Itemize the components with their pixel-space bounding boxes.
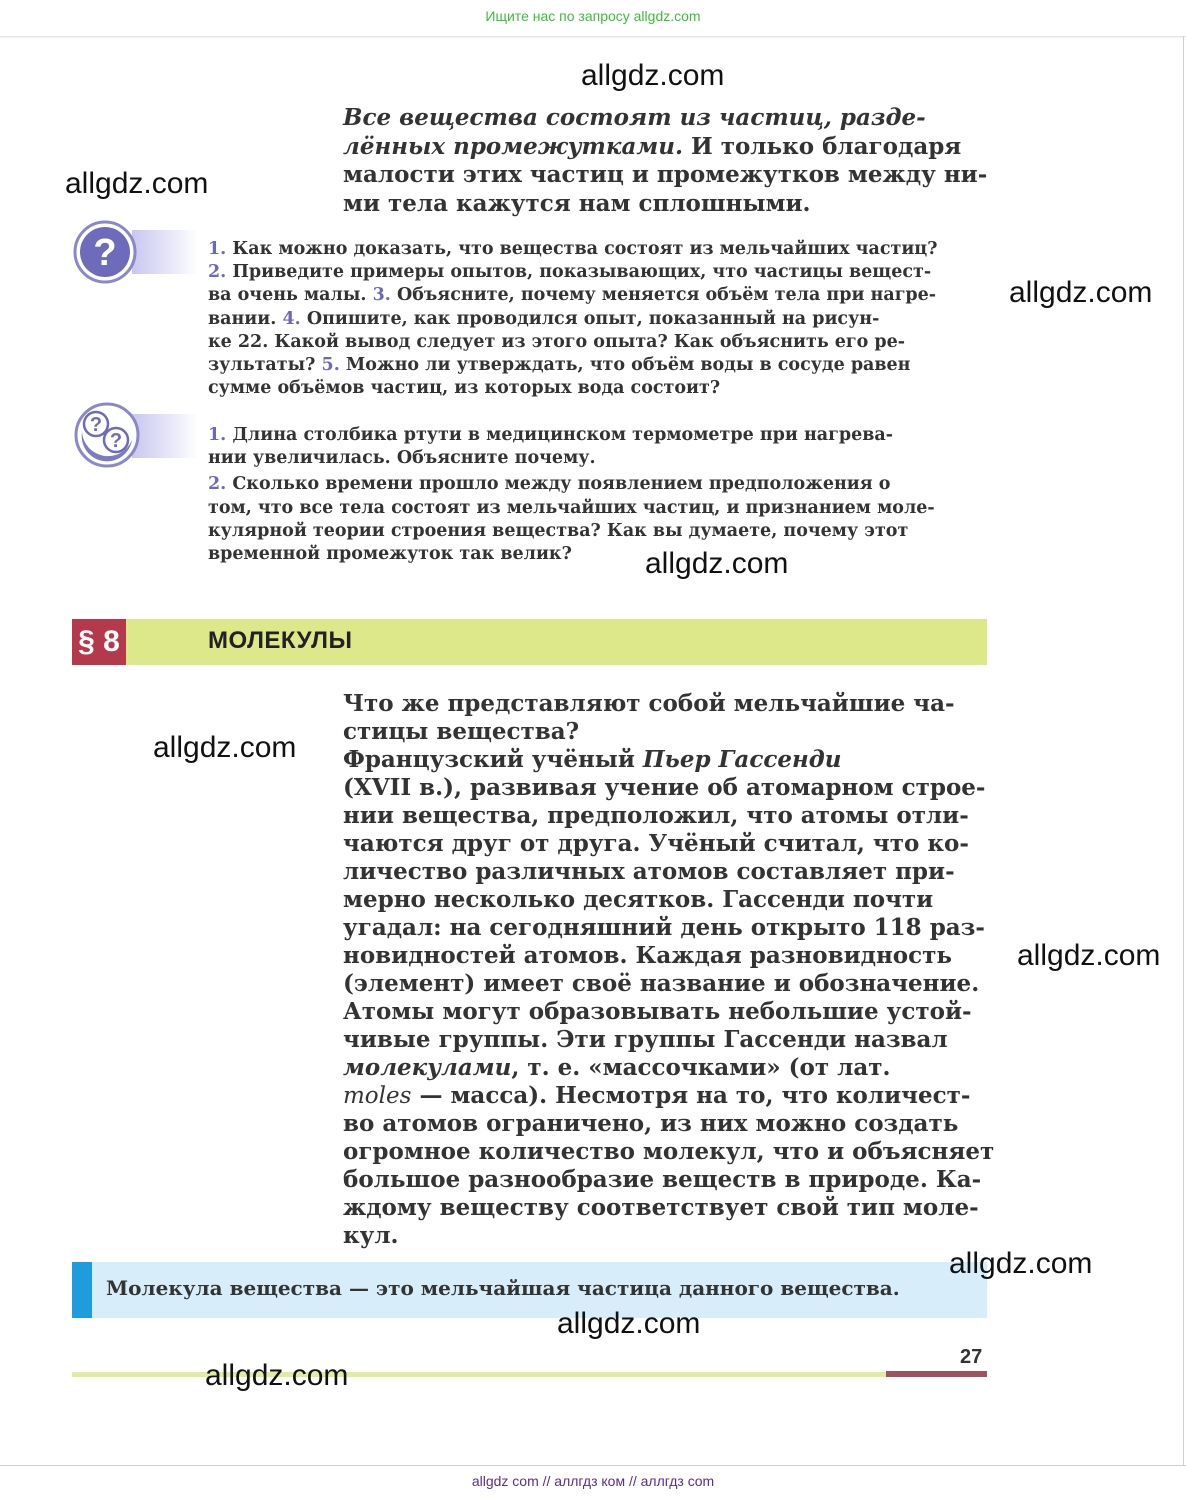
footer-rule-accent [886, 1371, 987, 1377]
page-edge [1183, 36, 1184, 1466]
body-line: стицы вещества? [343, 718, 580, 745]
question-line: зультаты? 5. Можно ли утверждать, что объём воды в сосуде равен [208, 355, 911, 376]
intro-line-3: малости этих частиц и промежутков между ни- [343, 161, 988, 188]
intro-line-2-italic: лённых промежутками. [343, 132, 683, 160]
watermark: allgdz.com [1009, 276, 1153, 309]
intro-line-2: И только благодаря [682, 132, 962, 160]
task-line: кулярной теории строения вещества? Как вы думаете, почему этот [208, 520, 909, 541]
watermark: allgdz.com [581, 59, 725, 92]
watermark: allgdz.com [1017, 939, 1161, 972]
body-line: новидностей атомов. Каждая разновидность [343, 942, 953, 969]
watermark: allgdz.com [153, 731, 297, 764]
intro-paragraph [343, 104, 987, 218]
term-italic: молекулами [343, 1054, 512, 1081]
body-line: огромное количество молекул, что и объясняет [343, 1138, 995, 1165]
body-line: молекулами, т. е. «массочками» (от лат. [343, 1054, 891, 1081]
body-paragraph [343, 690, 994, 1250]
watermark: allgdz.com [205, 1359, 349, 1392]
top-banner [0, 0, 1186, 37]
task-line: том, что все тела состоят из мельчайших частиц, и признанием моле- [208, 497, 935, 518]
footer-divider [0, 1465, 1186, 1466]
question-line: 1. Как можно доказать, что вещества состоят из мельчайших частиц? [208, 239, 938, 259]
task-line: 1. Длина столбика ртути в медицинском термометре при нагрева- [208, 425, 893, 445]
question-line: сумме объёмов частиц, из которых вода состоит? [208, 378, 721, 399]
question-icon [72, 220, 138, 284]
body-line: во атомов ограничено, из них можно создать [343, 1110, 959, 1137]
questions-band [132, 230, 198, 274]
task-line: нии увеличилась. Объясните почему. [208, 448, 596, 469]
task-line: временной промежуток так велик? [208, 544, 572, 565]
body-line: ждому веществу соответствует свой тип моле- [343, 1194, 979, 1221]
questions-block [208, 238, 937, 400]
task-line: 2. Сколько времени прошло между появлением предположения о [208, 474, 891, 495]
body-line: чаются друг от друга. Учёный считал, что ко- [343, 830, 969, 857]
svg-text:?: ? [93, 232, 117, 274]
svg-text:?: ? [89, 414, 103, 436]
person-name: Пьер Гассенди [642, 746, 842, 773]
body-line: нии вещества, предположил, что атомы отли- [343, 802, 969, 829]
body-line: Французский учёный Пьер Гассенди [343, 746, 842, 773]
footer-rule [72, 1372, 886, 1377]
watermark: allgdz.com [645, 547, 789, 580]
svg-text:?: ? [109, 430, 123, 452]
section-title: МОЛЕКУЛЫ [208, 627, 353, 654]
body-line: moles — масса). Несмотря на то, что количест- [343, 1082, 971, 1109]
footer-links[interactable]: allgdz com // аллгдз ком // аллгдз com [471, 1473, 715, 1489]
definition-text: Молекула вещества — это мельчайшая частица данного вещества. [106, 1276, 900, 1300]
body-line: (XVII в.), развивая учение об атомарном строе- [343, 774, 986, 801]
intro-line-1: Все вещества состоят из частиц, разде- [343, 104, 926, 131]
body-line: (элемент) имеет своё название и обозначение. [343, 970, 980, 997]
tasks-block [208, 424, 935, 566]
body-line: Атомы могут образовывать небольшие устой- [343, 998, 972, 1025]
watermark: allgdz.com [65, 167, 209, 200]
watermark: allgdz.com [557, 1307, 701, 1340]
definition-stripe [72, 1262, 92, 1318]
page-number: 27 [960, 1346, 983, 1368]
body-line: кул. [343, 1222, 399, 1249]
definition-box [72, 1262, 987, 1318]
intro-line-4: ми тела кажутся нам сплошными. [343, 189, 811, 217]
body-line: мерно несколько десятков. Гассенди почти [343, 886, 934, 913]
watermark: allgdz.com [949, 1247, 1093, 1280]
latin-italic: moles [343, 1083, 412, 1109]
question-line: вании. 4. Опишите, как проводился опыт, показанный на рисун- [208, 308, 880, 329]
double-question-icon [72, 402, 142, 468]
body-line: угадал: на сегодняшний день открыто 118 раз- [343, 914, 985, 941]
question-line: 2. Приведите примеры опытов, показывающих, что частицы вещест- [208, 262, 932, 283]
section-header [72, 619, 987, 665]
question-line: ва очень малы. 3. Объясните, почему меняется объём тела при нагре- [208, 285, 937, 306]
body-line: большое разнообразие веществ в природе. Ка- [343, 1166, 982, 1193]
question-line: ке 22. Какой вывод следует из этого опыта? Как объяснить его ре- [208, 331, 906, 352]
body-line: Что же представляют собой мельчайшие ча- [343, 690, 955, 717]
body-line: чивые группы. Эти группы Гассенди назвал [343, 1026, 948, 1053]
section-number: § 8 [72, 619, 126, 665]
top-banner-text[interactable]: Ищите нас по запросу allgdz.com [485, 8, 701, 24]
body-line: личество различных атомов составляет при- [343, 858, 955, 885]
